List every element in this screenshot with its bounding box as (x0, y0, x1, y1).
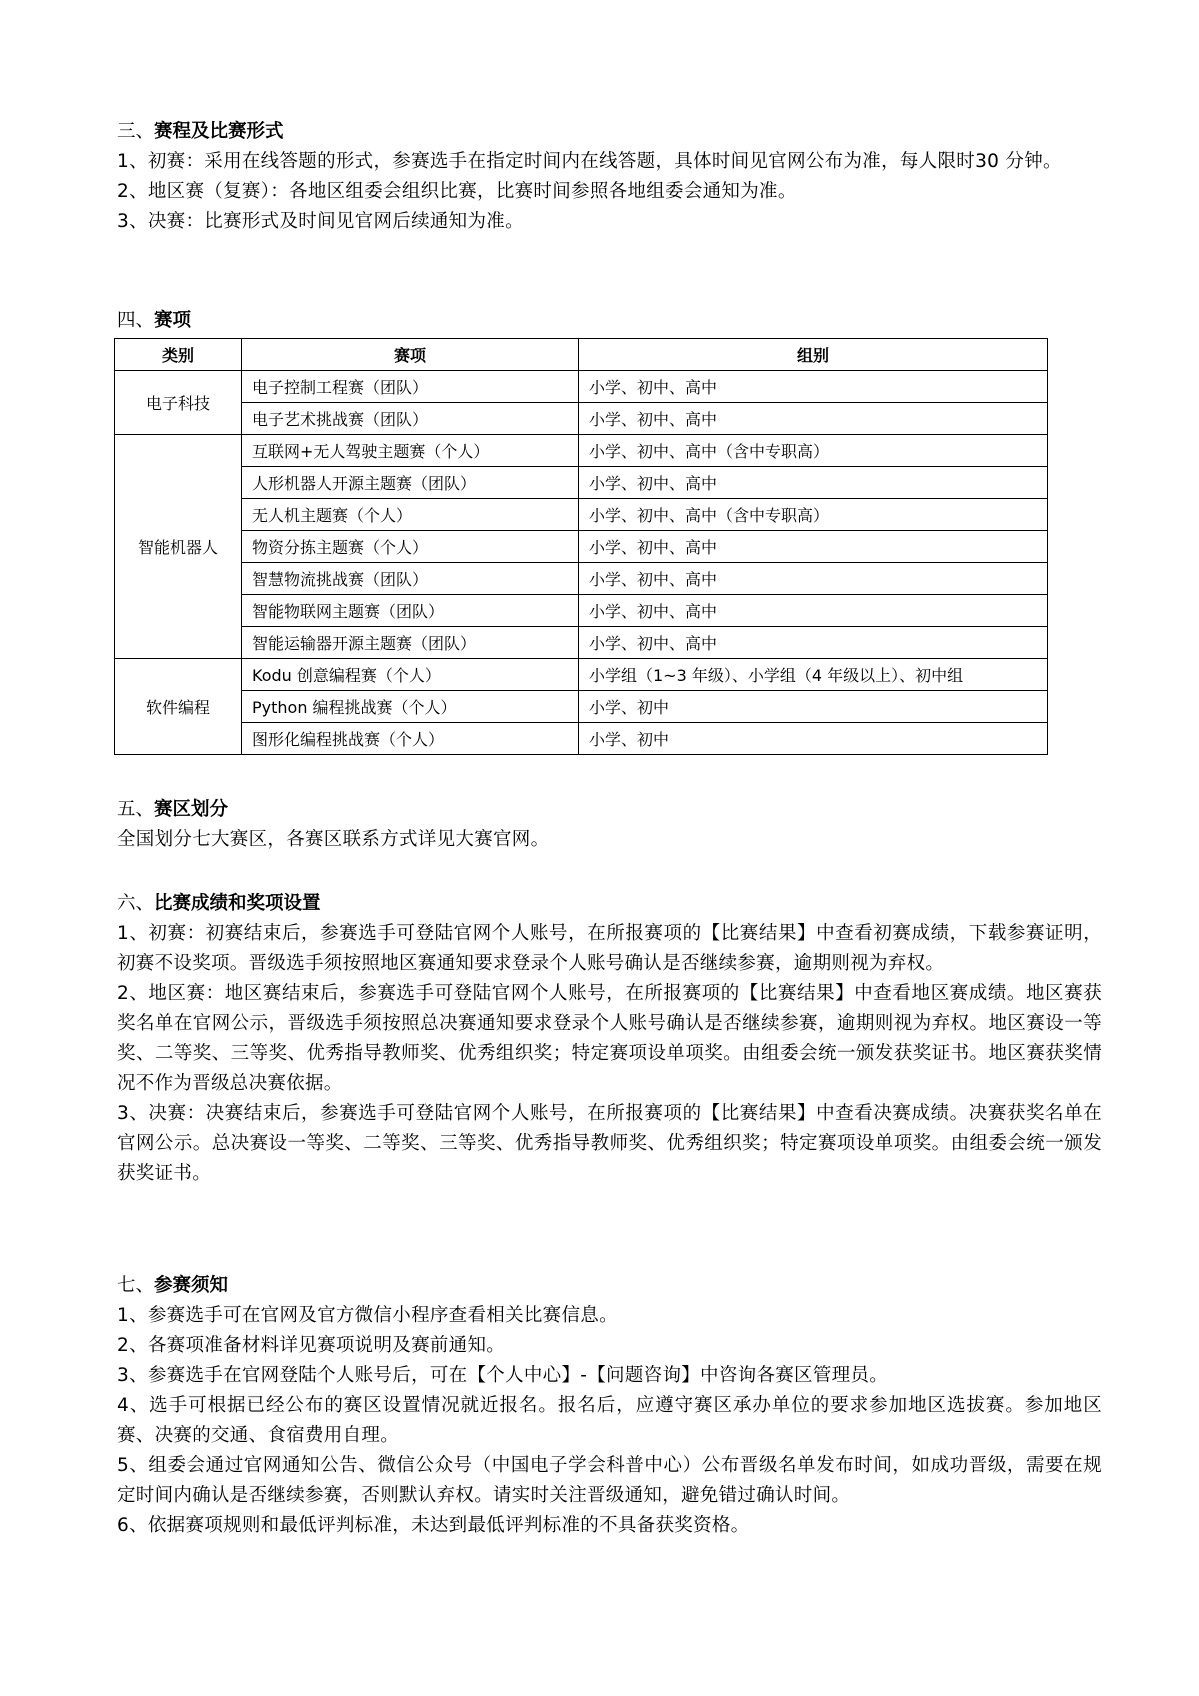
event-cell: 图形化编程挑战赛（个人） (242, 723, 579, 755)
section-schedule (117, 117, 1102, 237)
table-row (115, 531, 1048, 563)
event-cell: Kodu 创意编程赛（个人） (242, 659, 579, 691)
notice-item: 1、参赛选手可在官网及官方微信小程序查看相关比赛信息。 (117, 1305, 618, 1326)
paragraph-final: 3、决赛：比赛形式及时间见官网后续通知为准。 (117, 211, 524, 232)
section-heading: 七、参赛须知 (117, 1275, 229, 1296)
column-header-category: 类别 (115, 339, 242, 371)
event-cell: 互联网+无人驾驶主题赛（个人） (242, 435, 579, 467)
notice-item: 3、参赛选手在官网登陆个人账号后，可在【个人中心】-【问题咨询】中咨询各赛区管理员。 (117, 1365, 889, 1386)
event-cell: Python 编程挑战赛（个人） (242, 691, 579, 723)
paragraph-regional: 2、地区赛（复赛）：各地区组委会组织比赛，比赛时间参照各地组委会通知为准。 (117, 181, 797, 202)
events-table (114, 338, 1048, 755)
column-header-event: 赛项 (242, 339, 579, 371)
section-heading: 六、比赛成绩和奖项设置 (117, 893, 321, 914)
table-row (115, 435, 1048, 467)
event-cell: 智慧物流挑战赛（团队） (242, 563, 579, 595)
paragraph-regional-results: 2、地区赛：地区赛结束后，参赛选手可登陆官网个人账号，在所报赛项的【比赛结果】中查看地区赛成绩。地区赛获奖名单在官网公示，晋级选手须按照总决赛通知要求登录个人账号确认是否继续参赛，逾期则视为弃权。地区赛设一等奖、二等奖、三等奖、优秀指导教师奖、优秀组织奖；特定赛项设单项奖。由组委会统一颁发获奖证书。地区赛获奖情况不作为晋级总决赛依据。 (117, 983, 1102, 1094)
group-cell: 小学、初中、高中 (579, 371, 1048, 403)
table-row (115, 403, 1048, 435)
group-cell: 小学、初中 (579, 691, 1048, 723)
group-cell: 小学、初中、高中 (579, 627, 1048, 659)
group-cell: 小学、初中、高中 (579, 531, 1048, 563)
event-cell: 物资分拣主题赛（个人） (242, 531, 579, 563)
paragraph-final-results: 3、决赛：决赛结束后，参赛选手可登陆官网个人账号，在所报赛项的【比赛结果】中查看决赛成绩。决赛获奖名单在官网公示。总决赛设一等奖、二等奖、三等奖、优秀指导教师奖、优秀组织奖；特定赛项设单项奖。由组委会统一颁发获奖证书。 (117, 1103, 1102, 1184)
group-cell: 小学、初中 (579, 723, 1048, 755)
notice-item: 4、选手可根据已经公布的赛区设置情况就近报名。报名后，应遵守赛区承办单位的要求参加地区选拔赛。参加地区赛、决赛的交通、食宿费用自理。 (117, 1395, 1102, 1446)
section-events (117, 306, 1102, 336)
group-cell: 小学、初中、高中 (579, 595, 1048, 627)
table-row (115, 563, 1048, 595)
table-row (115, 467, 1048, 499)
paragraph-zones: 全国划分七大赛区，各赛区联系方式详见大赛官网。 (117, 829, 550, 850)
table-row (115, 499, 1048, 531)
section-heading: 四、赛项 (117, 310, 192, 331)
section-heading: 三、赛程及比赛形式 (117, 121, 284, 142)
section-heading: 五、赛区划分 (117, 799, 229, 820)
event-cell: 人形机器人开源主题赛（团队） (242, 467, 579, 499)
notice-item: 5、组委会通过官网通知公告、微信公众号（中国电子学会科普中心）公布晋级名单发布时间，如成功晋级，需要在规定时间内确认是否继续参赛，否则默认弃权。请实时关注晋级通知，避免错过确认时间。 (117, 1455, 1102, 1506)
section-awards (117, 889, 1102, 1189)
event-cell: 智能物联网主题赛（团队） (242, 595, 579, 627)
notice-item: 6、依据赛项规则和最低评判标准，未达到最低评判标准的不具备获奖资格。 (117, 1515, 750, 1536)
table-row (115, 723, 1048, 755)
paragraph-preliminary-results: 1、初赛：初赛结束后，参赛选手可登陆官网个人账号，在所报赛项的【比赛结果】中查看初赛成绩，下载参赛证明，初赛不设奖项。晋级选手须按照地区赛通知要求登录个人账号确认是否继续参赛，逾期则视为弃权。 (117, 923, 1102, 974)
event-cell: 无人机主题赛（个人） (242, 499, 579, 531)
table-row (115, 595, 1048, 627)
category-cell: 电子科技 (115, 371, 242, 435)
event-cell: 智能运输器开源主题赛（团队） (242, 627, 579, 659)
event-cell: 电子控制工程赛（团队） (242, 371, 579, 403)
group-cell: 小学、初中、高中（含中专职高） (579, 435, 1048, 467)
paragraph-preliminary: 1、初赛：采用在线答题的形式，参赛选手在指定时间内在线答题，具体时间见官网公布为准，每人限时30 分钟。 (117, 151, 1062, 172)
column-header-group: 组别 (579, 339, 1048, 371)
group-cell: 小学组（1~3 年级）、小学组（4 年级以上）、初中组 (579, 659, 1048, 691)
table-header-row (115, 339, 1048, 371)
notice-item: 2、各赛项准备材料详见赛项说明及赛前通知。 (117, 1335, 506, 1356)
section-notice (117, 1271, 1102, 1541)
group-cell: 小学、初中、高中 (579, 403, 1048, 435)
group-cell: 小学、初中、高中 (579, 467, 1048, 499)
table-row (115, 371, 1048, 403)
table-row (115, 627, 1048, 659)
event-cell: 电子艺术挑战赛（团队） (242, 403, 579, 435)
group-cell: 小学、初中、高中 (579, 563, 1048, 595)
group-cell: 小学、初中、高中（含中专职高） (579, 499, 1048, 531)
category-cell: 智能机器人 (115, 435, 242, 659)
category-cell: 软件编程 (115, 659, 242, 755)
table-row (115, 659, 1048, 691)
section-zones (117, 795, 1102, 855)
table-row (115, 691, 1048, 723)
